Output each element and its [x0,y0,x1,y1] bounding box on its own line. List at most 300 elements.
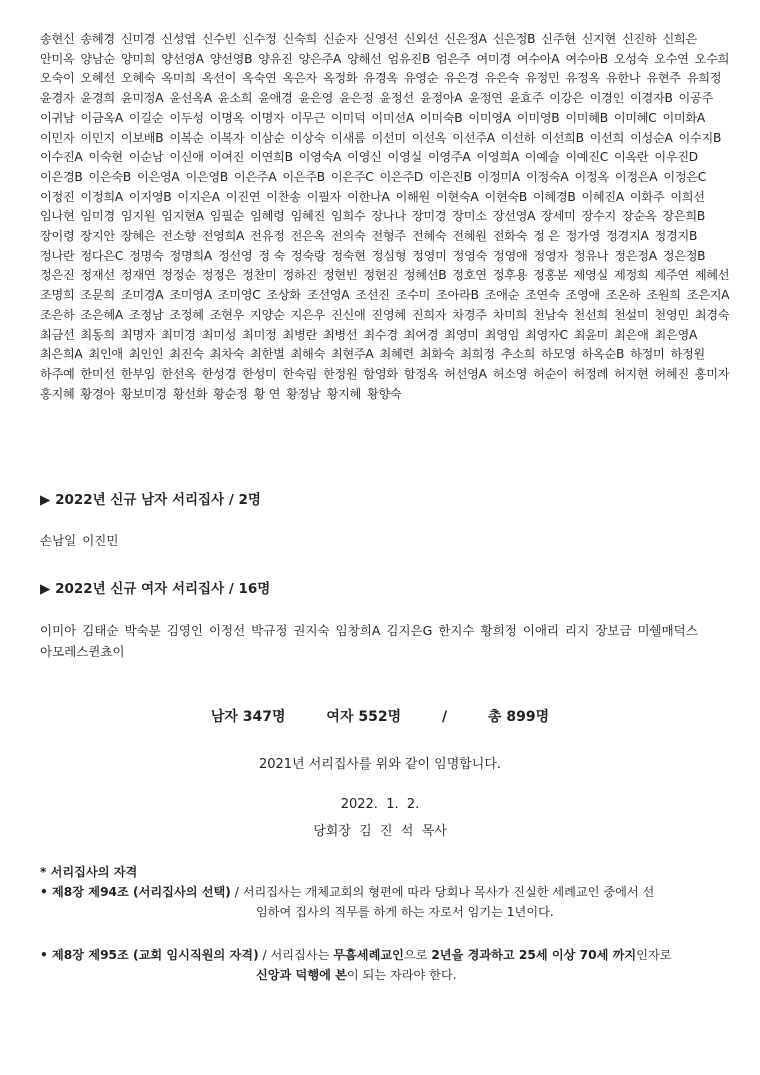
name-entry: 유경옥 [363,71,398,86]
name-entry: 이정은C [663,169,706,184]
name-entry: 차경주 [452,307,487,322]
name-entry: 이정옥 [574,169,609,184]
name-entry: 이신애 [169,150,204,165]
name-entry: 유희정 [686,71,722,86]
female-section-title: ▶ 2022년 신규 여자 서리집사 / 16명 [40,581,271,597]
name-entry: 이공주 [678,91,713,106]
qualifications-block [40,862,730,985]
name-entry: 엄은주 [436,51,471,66]
name-entry: 이명옥 [209,110,245,125]
name-entry: 이영실 [387,150,422,165]
name-entry: 정영애 [493,248,528,263]
name-entry: 최미경 [161,327,196,342]
name-entry: 이은주A [233,169,277,184]
name-entry: 오혜선 [80,71,115,86]
name-entry: 전유정 [250,229,285,244]
name-entry: 최병란 [282,327,317,342]
name-entry: 이수진A [40,150,83,165]
name-entry: 조애순 [484,288,520,303]
name-entry: 이우진D [654,150,698,165]
name-entry: 추소희 [500,347,536,362]
article-95-bold-c: 신앙과 덕행에 본 [256,968,347,982]
name-entry: 최여경 [403,327,439,342]
name-entry: 전혜숙 [411,229,447,244]
name-entry: 정홍분 [533,268,568,283]
name-entry: 이은영A [136,169,180,184]
name-entry: 이옥란 [613,150,649,165]
name-entry: 조연숙 [525,288,560,303]
name-entry: 장미경 [411,209,447,224]
name-entry: 이진연 [225,189,261,204]
name-entry: 조영애 [565,288,600,303]
name-entry: 홍지혜 [40,386,75,401]
name-entry: 이민자 [40,130,75,145]
name-entry: 최한별 [250,347,285,362]
name-entry: 이미덕 [331,110,366,125]
name-entry: 조은하 [40,307,75,322]
article-95-text-a: / 서리집사는 [258,948,334,962]
name-entry: 전형주 [371,229,406,244]
name-entry: 정호연 [452,268,487,283]
totals-separator: / [441,709,448,725]
name-entry: 최영자C [525,327,568,342]
name-entry: 이은주B [282,169,325,184]
name-entry: 최미성 [201,327,237,342]
name-entry: 정은정B [662,248,706,263]
name-entry: 정유나 [573,248,609,263]
name-entry: 여수아A [516,51,560,66]
name-entry: 옥숙연 [242,71,277,86]
name-entry: 양선영B [209,51,253,66]
name-entry: 이수지B [678,130,722,145]
name-entry: 양선영A [161,51,204,66]
name-entry: 하정미 [630,347,665,362]
name-entry: 정혜선B [403,268,447,283]
name-entry: 정다은C [80,248,124,263]
name-entry: 장선영A [492,209,536,224]
appointment-statement: 2021년 서리집사를 위와 같이 임명합니다. [258,757,502,772]
name-entry: 허순이 [533,366,568,381]
name-entry: 김영인 [166,623,203,638]
male-section-title: ▶ 2022년 신규 남자 서리집사 / 2명 [40,492,261,508]
name-entry: 박숙분 [124,623,161,638]
name-entry: 조은지A [686,288,730,303]
name-entry: 한미선 [80,366,115,381]
name-entry: 허지현 [613,366,649,381]
name-entry: 정정순 [161,268,196,283]
name-entry: 천영민 [654,307,689,322]
name-entry: 허선영A [444,366,487,381]
name-entry: 윤경희 [80,91,115,106]
name-entry: 옥정화 [322,71,358,86]
name-entry: 황보미경 [120,386,167,401]
name-entry: 황지혜 [326,386,361,401]
signature-line: 당회장 김 진 석 목사 [313,824,447,839]
male-total: 남자 347명 [210,709,286,725]
name-entry: 조미경A [120,288,164,303]
name-entry: 천선희 [573,307,608,322]
name-entry: 허소영 [492,366,528,381]
name-entry: 최인애 [88,347,123,362]
name-entry: 유한나 [605,71,641,86]
name-entry: 리지 [565,623,590,638]
name-entry: 이미화A [662,110,705,125]
name-entry: 한성경 [201,366,237,381]
name-entry: 신성엽 [161,32,196,46]
name-entry: 오수희 [694,51,730,66]
name-entry: 신미경 [120,32,156,46]
name-entry: 이지영B [128,189,172,204]
name-entry: 이연희B [250,150,293,165]
name-entry: 장지안 [80,229,115,244]
article-94-text: / 서리집사는 개체교회의 형편에 따라 당회나 목사가 진실한 세례교인 중에서 선 [230,885,655,899]
name-entry: 정선영 [217,248,253,263]
name-entry: 함정옥 [403,366,439,381]
name-entry: 이민지 [80,130,115,145]
name-entry: 황향숙 [366,386,402,401]
name-entry: 윤경자 [40,91,75,106]
name-entry: 최현주A [331,347,374,362]
name-entry: 윤은정 [339,91,374,106]
name-entry: 이은주D [379,169,424,184]
name-entry: 여수아B [565,51,608,66]
name-entry: 허정례 [573,366,608,381]
name-entry: 하옥순B [581,347,625,362]
name-entry: 조미영C [217,288,261,303]
name-entry: 최경숙 [694,307,730,322]
name-entry: 장이령 [40,229,75,244]
name-entry: 전은옥 [290,229,325,244]
name-entry: 조정남 [128,307,164,322]
name-entry: 제영실 [573,268,608,283]
name-entry: 안미옥 [40,51,75,66]
name-entry: 한부임 [120,366,156,381]
name-entry: 여미경 [476,51,511,66]
name-entry: 이정미A [477,169,520,184]
name-entry: 조원희 [646,288,681,303]
name-entry: 윤은영 [298,91,334,106]
name-entry: 신영선 [363,32,398,46]
name-entry: 장미소 [452,209,487,224]
name-entry: 정현빈 [322,268,358,283]
name-entry: 조수미 [395,288,431,303]
name-entry: 허혜진 [654,366,689,381]
name-entry: 이삼순 [250,130,285,145]
name-entry: 이상숙 [290,130,326,145]
article-95-text-c: 인자로 [636,948,672,962]
name-entry: 이보배B [120,130,164,145]
name-entry: 오성숙 [613,51,649,66]
name-entry: 임혜령 [250,209,285,224]
name-entry: 송현신 [40,32,75,46]
name-entry: 정재선 [80,268,115,283]
name-entry: 황정남 [286,386,321,401]
name-entry: 이선희B [541,130,584,145]
name-entry: 윤효주 [508,91,544,106]
name-entry: 최동희 [80,327,115,342]
name-entry: 이진민 [82,533,119,548]
name-entry: 이은영B [185,169,228,184]
name-entry: 이미숙B [419,110,463,125]
name-entry: 양해선 [347,51,382,66]
name-entry: 최수경 [363,327,398,342]
name-entry: 홍미자 [694,366,730,381]
name-entry: 유정민 [525,71,560,86]
name-entry: 장은희B [662,209,705,224]
name-entry: 하주예 [40,366,75,381]
name-entry: 임희수 [331,209,366,224]
name-entry: 신숙희 [282,32,317,46]
name-entry: 최혜련 [379,347,414,362]
name-entry: 유은경 [444,71,479,86]
name-entry: 손남일 [40,533,77,548]
name-entry: 신순자 [322,32,358,46]
name-entry: 이예슬 [524,150,560,165]
name-entry: 유정옥 [565,71,600,86]
name-entry: 한지수 [438,623,475,638]
name-entry: 장순옥 [622,209,657,224]
name-entry: 조명희 [40,288,75,303]
name-entry: 정경지A [606,229,649,244]
name-entry: 이한나A [347,189,390,204]
name-entry: 윤정연 [468,91,503,106]
article-95-continued [40,965,730,985]
name-entry: 신수빈 [201,32,237,46]
name-entry: 양남순 [80,51,115,66]
name-entry: 윤애경 [258,91,293,106]
name-entry: 한성미 [242,366,277,381]
name-entry: 지양순 [250,307,285,322]
name-entry: 정나란 [40,248,75,263]
name-entry: 오숙이 [40,71,75,86]
name-entry: 이선미 [371,130,406,145]
name-entry: 오수연 [654,51,689,66]
name-entry: 황희정 [480,623,517,638]
name-entry: 이무근 [290,110,325,125]
name-entry: 장수지 [581,209,616,224]
name-entry: 조현우 [209,307,245,322]
date-line: 2022. 1. 2. [340,797,420,812]
name-entry: 신지현 [581,32,617,46]
name-entry: 제정희 [613,268,649,283]
name-entry: 송혜경 [80,32,115,46]
name-entry: 이해원 [395,189,430,204]
name-entry: 최화숙 [419,347,455,362]
name-entry: 박규정 [251,623,288,638]
article-95-bold-a: 무흠세례교인 [333,948,404,962]
name-entry: 정가영 [565,229,601,244]
name-entry: 정명희A [169,248,212,263]
name-entry: 차미희 [492,307,528,322]
name-entry: 이필자 [306,189,342,204]
name-entry: 최희정 [460,347,495,362]
name-entry: 함영화 [363,366,398,381]
name-entry: 이영희A [476,150,519,165]
name-entry: 한정원 [322,366,358,381]
name-entry: 이은숙B [88,169,131,184]
name-entry: 이선주A [452,130,495,145]
name-entry: 윤소희 [217,91,253,106]
name-entry: 정영미 [412,248,447,263]
name-entry: 이미영A [468,110,511,125]
name-entry: 전영희A [201,229,245,244]
name-entry: 양유진 [258,51,293,66]
name-entry: 장나나 [371,209,406,224]
name-entry: 정현진 [363,268,398,283]
name-entry: 황경아 [80,386,115,401]
name-entry: 이정선 [208,623,246,638]
name-entry: 장혜은 [120,229,156,244]
name-entry: 이영신 [347,150,382,165]
name-entry: 조정혜 [169,307,204,322]
name-entry: 이은경B [40,169,83,184]
name-entry: 조문희 [80,288,115,303]
name-entry: 김태순 [82,623,119,638]
article-95-bold-b: 2년을 경과하고 25세 이상 70세 까지 [431,948,637,962]
name-entry: 임필순 [209,209,245,224]
name-entry: 이복순 [169,130,204,145]
name-entry: 이길순 [128,110,164,125]
name-entry: 이숙현 [88,150,123,165]
name-entry: 진영혜 [371,307,406,322]
grand-total: 총 899명 [487,709,550,725]
name-entry: 정숙랑 [290,248,326,263]
name-entry: 이영숙A [298,150,342,165]
name-entry: 이금옥A [80,110,123,125]
name-entry: 조아라B [436,288,479,303]
name-entry: 이지은A [177,189,220,204]
name-entry: 천설미 [613,307,649,322]
name-entry: 정숙현 [331,248,366,263]
name-entry: 신은정B [492,32,536,46]
qualifications-heading: * 서리집사의 자격 [40,865,138,879]
name-entry: 장세미 [541,209,576,224]
name-entry: 황 연 [253,386,281,401]
name-entry: 조은혜A [80,307,123,322]
name-entry: 신진하 [622,32,657,46]
name-entry: 윤정아A [419,91,463,106]
name-entry: 임창희A [335,623,381,638]
name-entry: 양미희 [120,51,156,66]
name-entry: 전의숙 [331,229,366,244]
name-entry: 정은진 [40,268,75,283]
article-95-title: • 제8장 제95조 (교회 임시직원의 자격) [40,948,259,962]
name-entry: 옥미희 [161,71,196,86]
name-entry: 정은정A [614,248,657,263]
name-entry: 하정원 [670,347,705,362]
male-names-list [40,530,730,551]
name-entry: 아모레스퀸쵸이 [40,644,125,659]
name-entry: 최병선 [322,327,358,342]
name-entry: 이미혜C [613,110,657,125]
name-entry: 임나현 [40,209,75,224]
name-entry: 진희자 [411,307,447,322]
name-entry: 정영숙 [452,248,488,263]
name-entry: 임지원 [120,209,156,224]
name-entry: 천남숙 [533,307,568,322]
name-entry: 장보금 [595,623,632,638]
name-entry: 최차숙 [209,347,245,362]
article-94 [40,882,730,902]
name-entry: 정 은 [533,229,560,244]
name-entry: 조선영A [306,288,350,303]
totals-line [0,706,760,726]
article-94-text-continued: 임하여 집사의 직무를 하게 하는 자로서 임기는 1년이다. [256,905,554,919]
name-entry: 최영미 [444,327,479,342]
name-entry: 진신애 [331,307,366,322]
name-entry: 최윤미 [573,327,609,342]
name-entry: 정하진 [282,268,317,283]
name-entry: 이귀남 [40,110,75,125]
name-entry: 최은희A [40,347,83,362]
name-entry: 전화숙 [492,229,528,244]
name-entry: 이선희 [589,130,625,145]
name-entry: 이복자 [209,130,245,145]
name-entry: 최명자 [120,327,156,342]
name-entry: 이영주A [427,150,471,165]
name-entry: 최금선 [40,327,75,342]
name-entry: 정후용 [492,268,528,283]
name-entry: 윤정선 [379,91,414,106]
name-entry: 최진숙 [169,347,204,362]
name-entry: 이순남 [128,150,164,165]
name-entry: 신은정A [444,32,487,46]
name-entry: 정심형 [371,248,407,263]
name-entry: 윤미정A [120,91,164,106]
name-entry: 옥선이 [201,71,237,86]
name-entry: 윤선옥A [169,91,212,106]
name-entry: 정 숙 [258,248,285,263]
name-entry: 권지숙 [293,623,330,638]
name-entry: 이정희A [80,189,123,204]
name-entry: 임미경 [80,209,115,224]
name-entry: 지은우 [290,307,325,322]
name-entry: 정재연 [120,268,156,283]
name-entry: 이현숙A [436,189,479,204]
name-entry: 신수정 [242,32,277,46]
name-entry: 이미영B [516,110,560,125]
name-entry: 전소향 [161,229,196,244]
name-entry: 이혜경B [532,189,576,204]
name-entry: 오혜숙 [120,71,156,86]
name-entry: 유은숙 [484,71,520,86]
name-entry: 최인인 [128,347,164,362]
name-entry: 이정은A [614,169,658,184]
name-entry: 양은주A [298,51,342,66]
name-entry: 이새롬 [331,130,366,145]
name-entry: 이선옥 [411,130,447,145]
name-entry: 이경인 [589,91,625,106]
name-entry: 이화주 [629,189,665,204]
name-entry: 한숙림 [282,366,317,381]
article-95-text-b: 으로 [403,948,432,962]
name-entry: 임혜진 [290,209,325,224]
name-entry: 하모영 [541,347,576,362]
name-entry: 유영순 [403,71,439,86]
name-entry: 이희선 [670,189,705,204]
name-entry: 이여진 [209,150,245,165]
name-entry: 최해숙 [290,347,325,362]
name-entry: 이은진B [429,169,472,184]
name-entry: 전혜원 [452,229,487,244]
article-95-text-d: 이 되는 자라야 한다. [346,968,457,982]
name-entry: 제혜선 [694,268,730,283]
name-entry: 정영자 [533,248,568,263]
name-entry: 한선옥 [161,366,196,381]
name-entry: 이혜진A [581,189,624,204]
name-entry: 이애리 [522,623,560,638]
name-entry: 엄유진B [387,51,431,66]
